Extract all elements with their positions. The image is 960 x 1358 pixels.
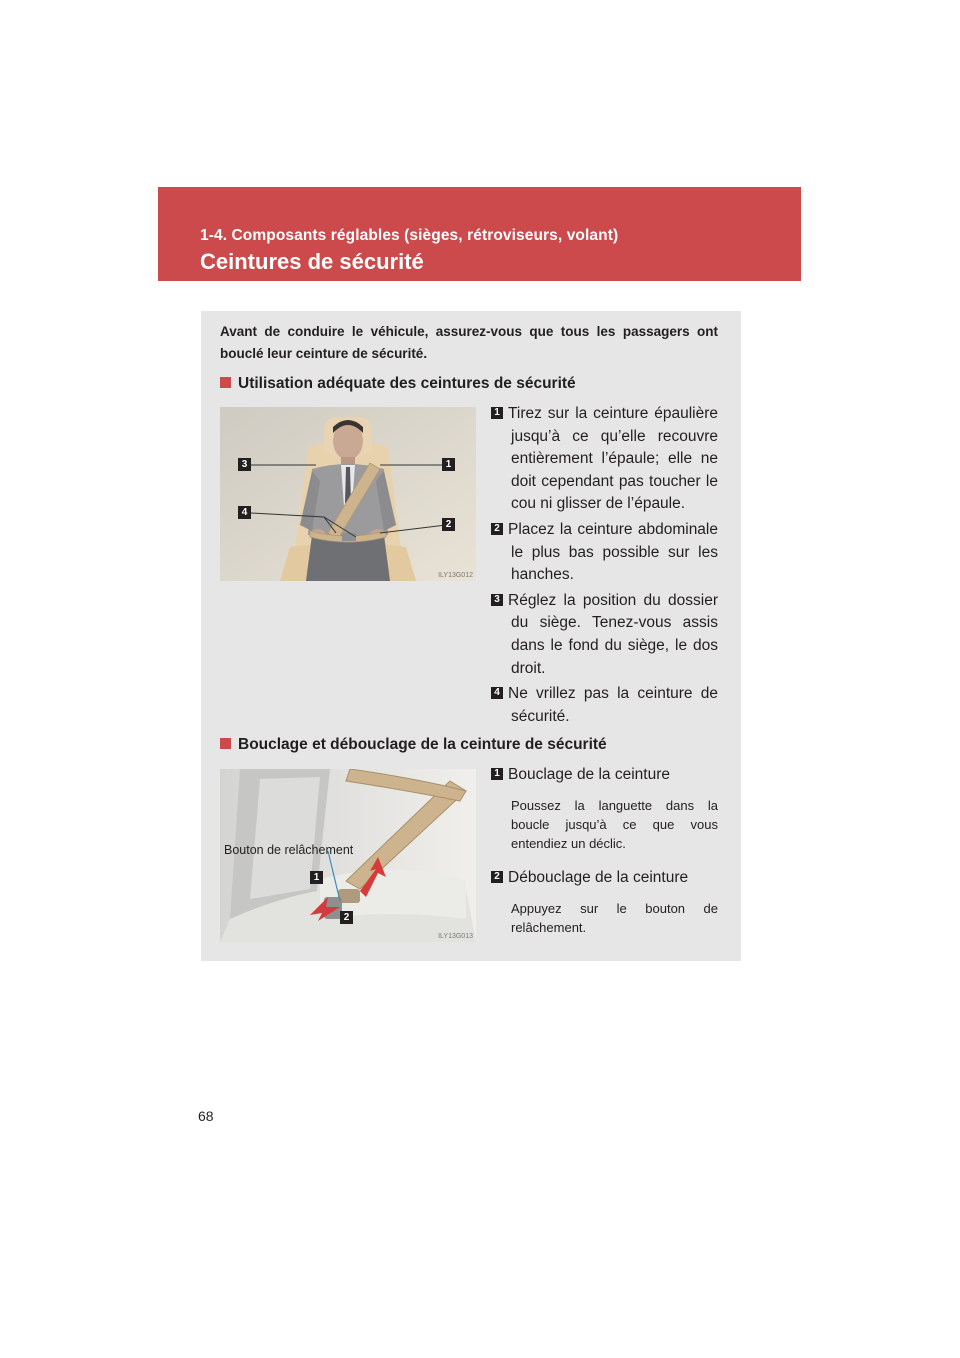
callout-2-unbuckle: 2 xyxy=(340,911,353,924)
step-text: Ne vrillez pas la ceinture de sécurité. xyxy=(508,685,718,725)
content-panel xyxy=(201,311,741,961)
usage-step xyxy=(491,519,718,587)
step-description: Poussez la languette dans la boucle jusqu’à ce que vous entendiez un déclic. xyxy=(511,798,718,851)
step-number-icon: 2 xyxy=(491,523,503,535)
section-label: 1-4. Composants réglables (sièges, rétroviseurs, volant) xyxy=(200,227,619,244)
step-description: Appuyez sur le bouton de relâchement. xyxy=(511,901,718,935)
step-number-icon: 4 xyxy=(491,687,503,699)
page-title: Ceintures de sécurité xyxy=(200,249,424,274)
usage-step xyxy=(491,403,718,516)
callout-3-seatback: 3 xyxy=(238,458,251,471)
chapter-header-band xyxy=(158,187,801,281)
buckle-figure xyxy=(220,769,476,942)
red-square-bullet-icon xyxy=(220,377,231,388)
red-square-bullet-icon xyxy=(220,738,231,749)
step-number-icon: 3 xyxy=(491,594,503,606)
step-text: Réglez la position du dossier du siège. Tenez-vous assis dans le fond du siège, le dos droit. xyxy=(508,591,718,677)
section-heading-usage xyxy=(220,375,576,393)
usage-steps-list xyxy=(491,403,718,731)
step-title: Débouclage de la ceinture xyxy=(508,869,689,886)
step-number-icon: 1 xyxy=(491,407,503,419)
figure-code: ILY13G012 xyxy=(438,572,473,579)
intro-text: Avant de conduire le véhicule, assurez-vous que tous les passagers ont bouclé leur ceinture de sécurité. xyxy=(220,324,718,361)
callout-2-lap: 2 xyxy=(442,518,455,531)
usage-step xyxy=(491,683,718,728)
step-title: Bouclage de la ceinture xyxy=(508,766,671,783)
figure-code: ILY13G013 xyxy=(438,933,473,940)
page-number: 68 xyxy=(198,1108,214,1124)
callout-4-twist: 4 xyxy=(238,506,251,519)
buckle-step xyxy=(491,867,718,937)
section-heading-buckle xyxy=(220,736,607,754)
buckle-step xyxy=(491,764,718,853)
step-number-icon: 1 xyxy=(491,768,503,780)
step-number-icon: 2 xyxy=(491,871,503,883)
release-button-label: Bouton de relâchement xyxy=(224,843,354,857)
usage-step xyxy=(491,590,718,680)
buckle-steps-list xyxy=(491,764,718,937)
callout-1-shoulder: 1 xyxy=(442,458,455,471)
step-text: Placez la ceinture abdominale le plus bas possible sur les hanches. xyxy=(508,520,718,584)
seatbelt-usage-figure xyxy=(220,407,476,581)
section-heading-buckle-text: Bouclage et débouclage de la ceinture de sécurité xyxy=(238,736,607,753)
section-heading-usage-text: Utilisation adéquate des ceintures de sécurité xyxy=(238,375,576,392)
seated-man-illustration xyxy=(220,407,476,581)
callout-1-buckle: 1 xyxy=(310,871,323,884)
step-text: Tirez sur la ceinture épaulière jusqu’à ce qu’elle recouvre entièrement l’épaule; elle ne doit cependant pas toucher le cou ni glisser de l’épaule. xyxy=(508,405,718,513)
